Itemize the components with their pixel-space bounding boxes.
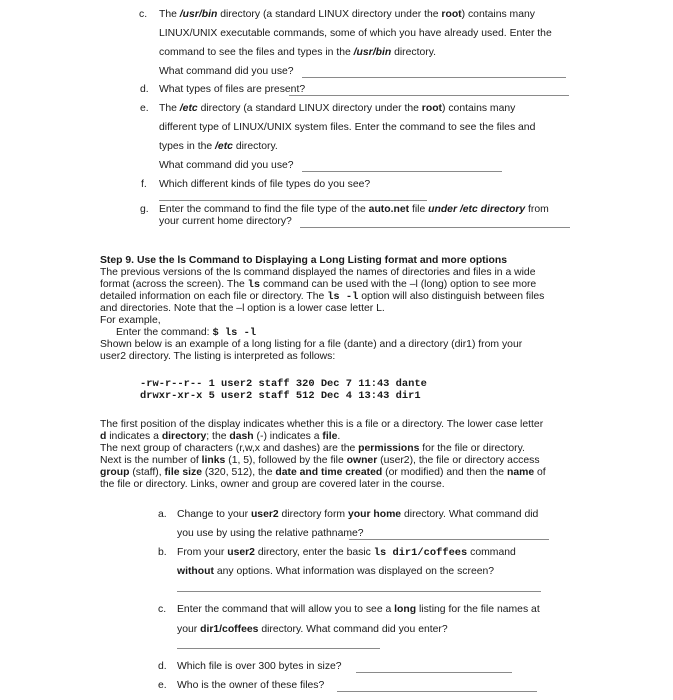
item-g-line2: your current home directory?: [159, 216, 292, 227]
item-2a-line2: you use by using the relative pathname?: [177, 528, 364, 539]
item-g-line1: Enter the command to find the file type of the auto.net file under /etc directory from: [159, 204, 549, 215]
item-2b-line2: without any options. What information was displayed on the screen?: [177, 566, 495, 577]
item-marker-c: c.: [139, 9, 148, 20]
item-e-line1: The /etc directory (a standard LINUX directory under the root) contains many: [159, 103, 516, 114]
answer-line-2a[interactable]: [349, 539, 549, 540]
answer-line-d[interactable]: [289, 95, 569, 96]
item-marker-2c: c.: [158, 604, 167, 615]
item-2c-line1: Enter the command that will allow you to see a long listing for the file names at: [177, 604, 540, 615]
item-marker-f: f.: [141, 179, 147, 190]
item-f-question: Which different kinds of file types do you see?: [159, 179, 371, 190]
item-2c-line2: your dir1/coffees directory. What command did you enter?: [177, 624, 448, 635]
step9-para-line3: detailed information on each file or directory. The ls -l option will also distinguish between files: [100, 291, 545, 303]
answer-line-2d[interactable]: [356, 672, 512, 673]
step9-para-line4: and directories. Note that the –l option is a lower case letter L.: [100, 303, 385, 314]
explain-line1: The first position of the display indicates whether this is a file or a directory. The lower case letter: [100, 419, 544, 430]
item-marker-2a: a.: [158, 509, 167, 520]
step9-para-line2: format (across the screen). The ls command can be used with the –l (long) option to see more: [100, 279, 537, 291]
step9-title: Step 9. Use the ls Command to Displaying a Long Listing format and more options: [100, 255, 508, 266]
item-marker-2e: e.: [158, 680, 167, 691]
item-2d-question: Which file is over 300 bytes in size?: [177, 661, 342, 672]
item-marker-d: d.: [140, 84, 149, 95]
item-2e-question: Who is the owner of these files?: [177, 680, 325, 691]
step9-para-line6: Shown below is an example of a long listing for a file (dante) and a directory (dir1) from your: [100, 339, 523, 350]
item-marker-2d: d.: [158, 661, 167, 672]
answer-line-2e[interactable]: [337, 691, 537, 692]
item-c-line3: command to see the files and types in the /usr/bin directory.: [159, 47, 437, 58]
answer-line-g[interactable]: [300, 227, 570, 228]
step9-enter-command: Enter the command: $ ls -l: [116, 327, 257, 339]
item-e-line2: different type of LINUX/UNIX system files. Enter the command to see the files and: [159, 122, 536, 133]
answer-line-2c[interactable]: [177, 648, 380, 649]
explain-line4: Next is the number of links (1, 5), followed by the file owner (user2), the file or directory access: [100, 455, 540, 466]
step9-para-line5: For example,: [100, 315, 161, 326]
item-c-line2: LINUX/UNIX executable commands, some of which you have already used. Enter the: [159, 28, 552, 39]
listing-line-file: -rw-r--r-- 1 user2 staff 320 Dec 7 11:43 dante: [140, 378, 427, 390]
step9-para-line1: The previous versions of the ls command displayed the names of directories and files in a wide: [100, 267, 536, 278]
item-2b-line1: From your user2 directory, enter the basic ls dir1/coffees command: [177, 547, 516, 559]
explain-line2: d indicates a directory; the dash (-) indicates a file.: [100, 431, 341, 442]
answer-line-f[interactable]: [159, 200, 427, 201]
answer-line-2b[interactable]: [177, 591, 541, 592]
step9-para-line7: user2 directory. The listing is interpreted as follows:: [100, 351, 336, 362]
item-e-line3: types in the /etc directory.: [159, 141, 278, 152]
item-c-line1: The /usr/bin directory (a standard LINUX directory under the root) contains many: [159, 9, 535, 20]
answer-line-c[interactable]: [302, 77, 566, 78]
item-marker-2b: b.: [158, 547, 167, 558]
item-marker-e: e.: [140, 103, 149, 114]
explain-line3: The next group of characters (r,w,x and dashes) are the permissions for the file or directory.: [100, 443, 525, 454]
item-c-question: What command did you use?: [159, 66, 294, 77]
listing-line-dir: drwxr-xr-x 5 user2 staff 512 Dec 4 13:43 dir1: [140, 390, 421, 402]
answer-line-e[interactable]: [302, 171, 502, 172]
item-marker-g: g.: [140, 204, 149, 215]
explain-line5: group (staff), file size (320, 512), the date and time created (or modified) and then the name of: [100, 467, 546, 478]
item-d-question: What types of files are present?: [159, 84, 306, 95]
item-e-question: What command did you use?: [159, 160, 294, 171]
explain-line6: the file or directory. Links, owner and group are covered later in the course.: [100, 479, 445, 490]
item-2a-line1: Change to your user2 directory form your home directory. What command did: [177, 509, 539, 520]
